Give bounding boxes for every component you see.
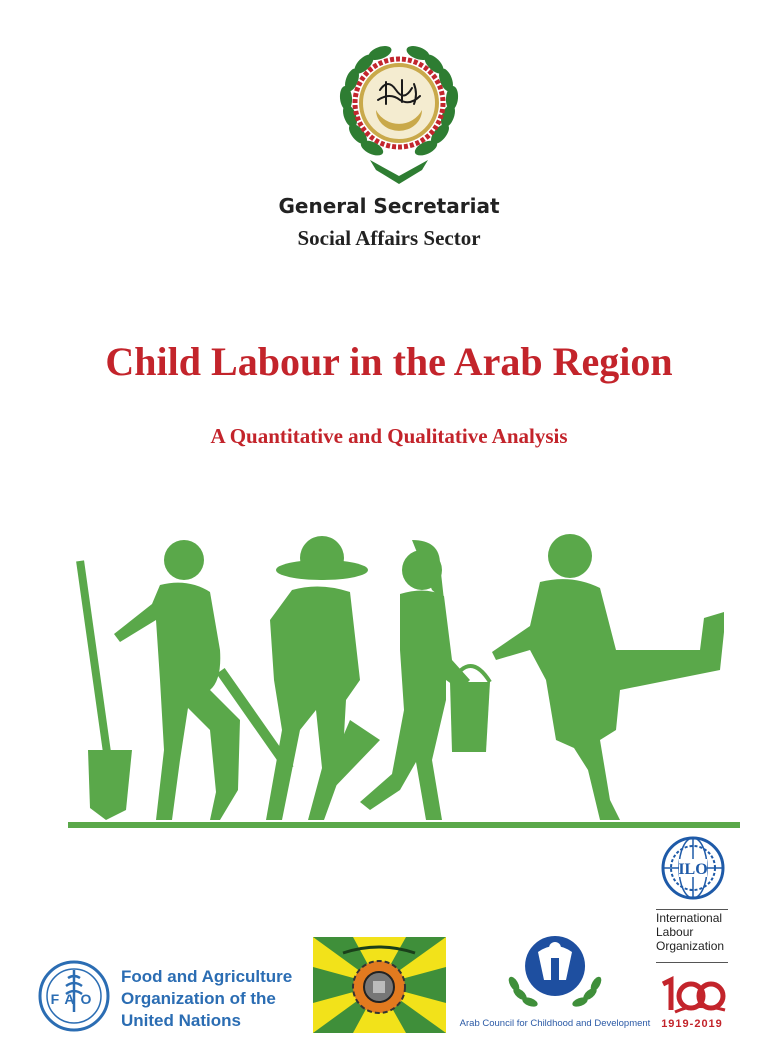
fao-name-line: Organization of the <box>121 989 276 1008</box>
report-subtitle: A Quantitative and Qualitative Analysis <box>210 424 568 448</box>
fao-name-line: United Nations <box>121 1011 241 1030</box>
arab-labour-organization-logo-icon <box>313 937 446 1033</box>
ilo-centenary-icon <box>655 972 731 1016</box>
ilo-name-line: International <box>656 911 723 925</box>
report-title: Child Labour in the Arab Region <box>105 339 673 384</box>
organization-title: General Secretariat <box>278 194 500 218</box>
fao-name <box>121 966 292 1032</box>
ilo-logo-icon <box>655 835 731 901</box>
children-silhouettes-illustration <box>60 530 750 840</box>
organization-subtitle: Social Affairs Sector <box>297 226 481 250</box>
arab-league-emblem-icon <box>330 38 468 186</box>
fao-monogram: FAO <box>50 991 98 1007</box>
fao-logo-icon <box>38 960 110 1032</box>
arab-council-childhood-logo-icon <box>500 932 610 1014</box>
accd-name: Arab Council for Childhood and Development <box>459 1018 651 1029</box>
ilo-centenary-years: 1919-2019 <box>661 1018 723 1030</box>
ilo-divider-top <box>656 909 728 910</box>
fao-name-line: Food and Agriculture <box>121 967 293 986</box>
ilo-name-line: Labour <box>656 925 694 939</box>
ilo-monogram: ILO <box>678 861 708 878</box>
ilo-divider-bottom <box>656 962 728 963</box>
ilo-name <box>656 911 746 953</box>
ilo-name-line: Organization <box>656 939 725 953</box>
